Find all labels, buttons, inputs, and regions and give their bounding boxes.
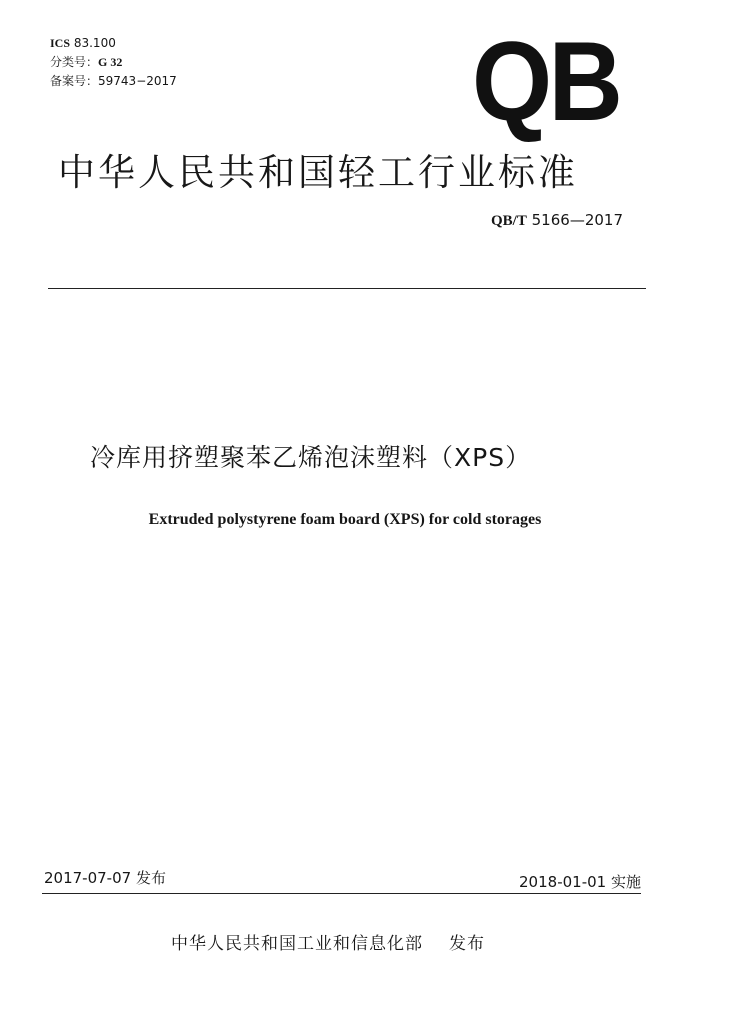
record-row: [50, 72, 177, 91]
organization-title: 中华人民共和国轻工行业标准: [58, 151, 578, 194]
ics-label: ICS: [50, 36, 71, 50]
implementation-date-block: [519, 871, 641, 892]
document-title-chinese: 冷库用挤塑聚苯乙烯泡沫塑料（XPS）: [90, 443, 532, 472]
ics-row: [50, 34, 177, 53]
record-label: 备案号：: [50, 74, 99, 88]
implementation-date: 2018-01-01: [519, 873, 607, 891]
standard-number: [491, 211, 623, 230]
standard-code: QB/T: [491, 213, 527, 229]
publisher-block: [171, 929, 485, 954]
record-value: 59743−2017: [98, 74, 177, 88]
classification-label: 分类号：: [50, 55, 99, 69]
classification-row: [50, 53, 177, 72]
document-metadata: [50, 34, 177, 91]
qb-logo: QB: [472, 19, 620, 144]
classification-value: G 32: [98, 55, 123, 69]
footer-divider: [42, 893, 641, 894]
publisher-label: 发布: [449, 934, 485, 954]
document-title-english: Extruded polystyrene foam board (XPS) for cold storages: [148, 511, 542, 528]
issue-label: 发布: [135, 869, 166, 887]
header-divider: [48, 288, 646, 289]
issue-date: 2017-07-07: [44, 869, 132, 887]
standard-number-value: 5166—2017: [531, 211, 623, 229]
issue-date-block: [44, 867, 166, 888]
ics-value: 83.100: [73, 36, 116, 50]
publisher-name: 中华人民共和国工业和信息化部: [171, 934, 423, 954]
implementation-label: 实施: [610, 873, 641, 891]
